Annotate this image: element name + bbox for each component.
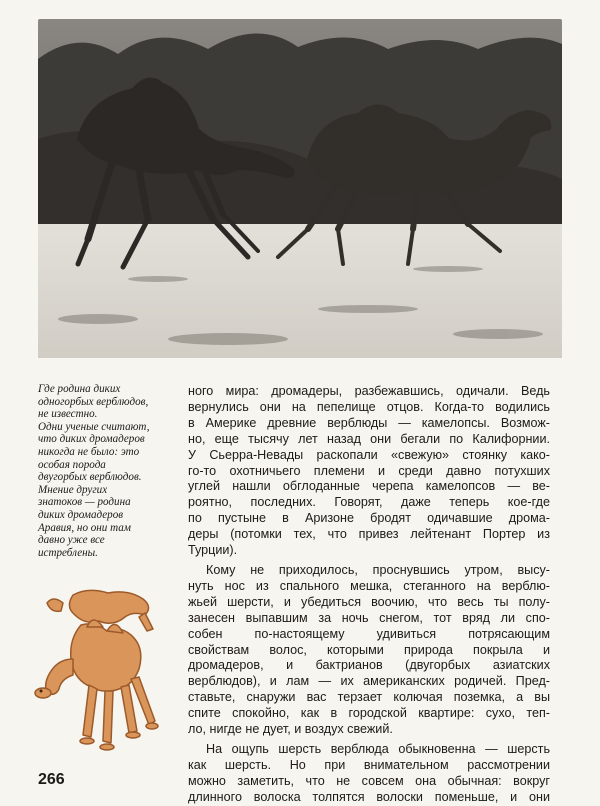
camels-photo	[38, 19, 562, 358]
text-line: верблюдов), и лам — их американских родичей. Пред-	[188, 674, 550, 689]
caption-line: знатоков — родина	[38, 496, 131, 509]
text-line: Кому не приходилось, проснувшись утром, высу-	[206, 562, 550, 577]
caption-line: Мнение других	[38, 483, 108, 496]
article-body	[188, 384, 550, 806]
caption-line: истреблены.	[38, 546, 98, 559]
text-line: ставьте, снаружи вас терзает колючая поземка, а вы	[188, 690, 550, 705]
text-line: дромадеров, и бактрианов (двугорбых азиатских	[188, 658, 550, 673]
text-line: длинного волоска толпятся волоски поменьше, и они	[188, 789, 550, 804]
text-line: как шерсть. Но при внимательном рассмотрении	[188, 757, 550, 772]
caption-line: двугорбых верблюдов.	[38, 471, 142, 484]
caption-line: никогда не было: это	[38, 445, 140, 458]
text-line: по пустыне в Аризоне бродят одичавшие дрома-	[188, 511, 550, 526]
caption-line: Одни ученые считают,	[38, 420, 150, 433]
caption-line: Аравия, но они там	[38, 521, 131, 534]
text-line: ного мира: дромадеры, разбежавшись, одичали. Ведь	[188, 384, 550, 398]
text-line: го-то охотничьего племени и среди давно потухших	[188, 463, 550, 478]
caption-line: давно уже все	[38, 534, 105, 547]
camels-running-photo-icon	[38, 19, 562, 358]
text-line: но, еще тысячу лет назад они бегали по Калифорнии.	[188, 431, 550, 446]
text-line: деры (потомки тех, что привез лейтенант Портер из	[188, 527, 550, 542]
text-line: можно заметить, что не совсем она обычная: вокруг	[188, 773, 550, 788]
caption-line: что диких дромадеров	[38, 433, 145, 446]
text-line: ло, нигде не дует, и воздух свежий.	[188, 722, 393, 737]
camel-illustration	[33, 585, 163, 760]
text-line: занесен выпавшим за ночь снегом, тот вряд ли спо-	[188, 610, 550, 625]
text-line: У Сьерра-Невады раскопали «свежую» стоянку како-	[188, 447, 550, 462]
text-line: в Америке древние верблюды — камелопсы. Возмож-	[188, 415, 550, 430]
photo-caption	[38, 383, 186, 559]
text-line: углей нашли обглоданные черепа камелопсов — ве-	[188, 479, 550, 494]
caption-line: одногорбых верблюдов,	[38, 395, 149, 408]
caption-line: не известно.	[38, 408, 98, 421]
text-line: собен по-настоящему удивиться потрясающим	[188, 626, 550, 641]
camel-acrobat-illustration-icon	[33, 585, 163, 760]
text-line: роятно, последних. Говорят, даже теперь кое-где	[188, 495, 550, 510]
text-line: спите спокойно, как в городской квартире: сухо, теп-	[188, 706, 550, 721]
paragraph-1	[188, 384, 550, 559]
text-line: Турции).	[188, 543, 238, 558]
paragraph-2	[188, 563, 550, 738]
paragraph-3	[188, 742, 550, 806]
caption-line: особая порода	[38, 458, 106, 471]
text-line: На ощупь шерсть верблюда обыкновенна — шерсть	[206, 741, 550, 756]
caption-line: диких дромадеров	[38, 508, 124, 521]
text-line: свойствам волос, которыми природа покрыла и	[188, 642, 550, 657]
text-line: нуть нос из спального мешка, стеганного на верблю-	[188, 578, 550, 593]
text-line: жьей шерсти, и убедиться воочию, что весь ты полу-	[188, 594, 550, 609]
text-line: вернулись они на пепелище отцов. Когда-то водились	[188, 399, 550, 414]
caption-line: Где родина диких	[38, 383, 121, 395]
page-number: 266	[38, 771, 65, 788]
